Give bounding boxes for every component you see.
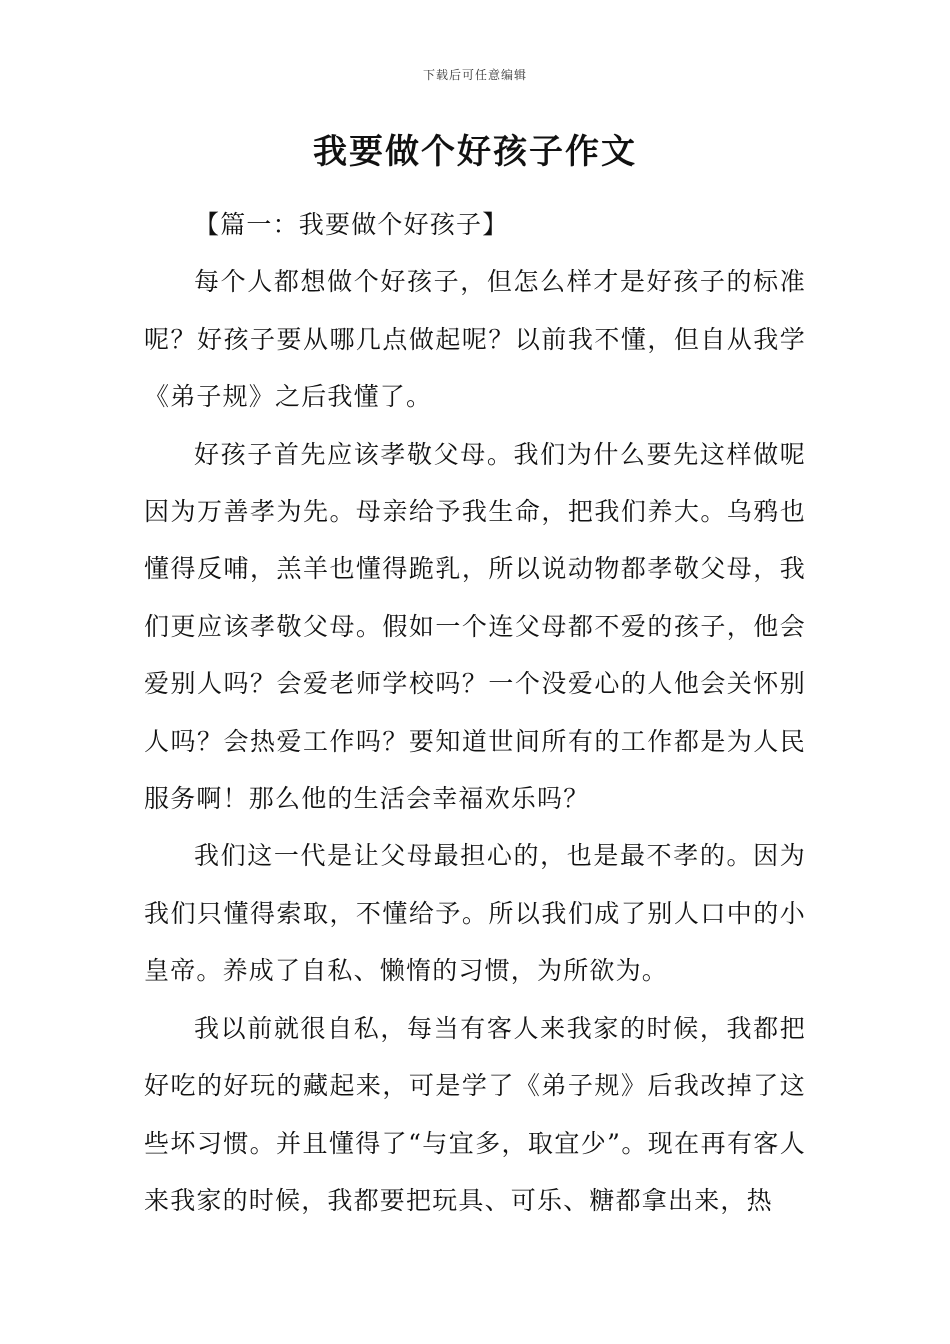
paragraph: 我们这一代是让父母最担心的，也是最不孝的。因为我们只懂得索取，不懂给予。所以我们成了别人口中的小皇帝。养成了自私、懒惰的习惯，为所欲为。 <box>144 841 806 986</box>
paragraph: 好孩子首先应该孝敬父母。我们为什么要先这样做呢因为万善孝为先。母亲给予我生命，把我们养大。乌鸦也懂得反哺，羔羊也懂得跪乳，所以说动物都孝敬父母，我们更应该孝敬父母。假如一个连父母都不爱的孩子，他会爱别人吗？会爱老师学校吗？一个没爱心的人他会关怀别人吗？会热爱工作吗？要知道世间所有的工作都是为人民服务啊！那么他的生活会幸福欢乐吗？ <box>144 439 806 814</box>
paragraph: 每个人都想做个好孩子，但怎么样才是好孩子的标准呢？好孩子要从哪几点做起呢？以前我不懂，但自从我学《弟子规》之后我懂了。 <box>144 267 806 412</box>
paragraph: 我以前就很自私，每当有客人来我家的时候，我都把好吃的好玩的藏起来，可是学了《弟子规》后我改掉了这些坏习惯。并且懂得了“与宜多，取宜少”。现在再有客人来我家的时候，我都要把玩具、可乐、糖都拿出来，热 <box>144 1013 806 1215</box>
section-heading: 【篇一：我要做个好孩子】 <box>194 210 509 239</box>
document-title: 我要做个好孩子作文 <box>313 132 637 172</box>
header-note: 下载后可任意编辑 <box>422 68 527 82</box>
document-body <box>144 196 806 1229</box>
